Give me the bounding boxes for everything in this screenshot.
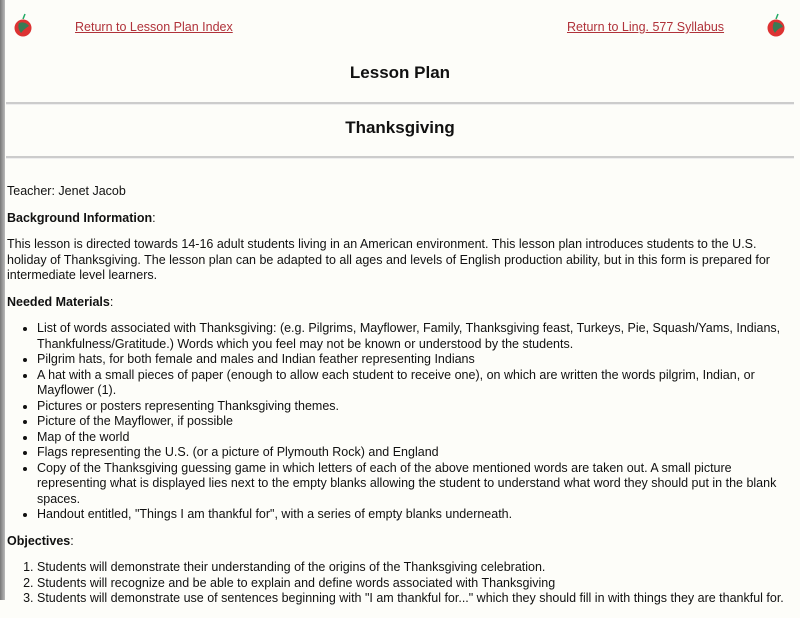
colon: :: [152, 210, 156, 225]
teacher-line: Teacher: Jenet Jacob: [7, 184, 126, 198]
return-to-syllabus-link[interactable]: Return to Ling. 577 Syllabus: [567, 20, 725, 34]
materials-list: [7, 321, 792, 523]
list-item: • Copy of the Thanksgiving guessing game in which letters of each of the above mentioned words are taken out. A small picture representing what is displayed lies next to the empty blanks allowing the student to understand what word they should put in the blank spaces.: [37, 461, 792, 508]
window-left-border: [0, 0, 5, 600]
list-item: • A hat with a small pieces of paper (enough to allow each student to receive one), on which are written the words pilgrim, Indian, or Mayflower (1).: [37, 368, 792, 399]
list-item: • List of words associated with Thanksgiving: (e.g. Pilgrims, Mayflower, Family, Thanksgiving feast, Turkeys, Pie, Squash/Yams, Indians, Thankfulness/Gratitude.) Words which you feel may not be known or understood by the students.: [37, 321, 792, 352]
materials-heading: Needed Materials: [7, 294, 110, 309]
objectives-heading: Objectives: [7, 533, 71, 548]
background-text: This lesson is directed towards 14-16 adult students living in an American environment. This lesson plan introduces students to the U.S. holiday of Thanksgiving. The lesson plan can be adapted to all ages and levels of English production ability, but in this form is prepared for intermediate level learners.: [7, 237, 770, 282]
list-item: • Pictures or posters representing Thanksgiving themes.: [37, 399, 792, 415]
return-to-lesson-plan-index-link[interactable]: Return to Lesson Plan Index: [75, 20, 233, 34]
list-item: • Pilgrim hats, for both female and males and Indian feather representing Indians: [37, 352, 792, 368]
apple-icon: [13, 13, 33, 37]
apple-icon: [766, 13, 786, 37]
background-heading: Background Information: [7, 210, 153, 225]
lesson-title: Thanksgiving: [345, 118, 455, 137]
list-item: • Map of the world: [37, 430, 792, 446]
lesson-content: [7, 184, 792, 618]
divider: [6, 156, 794, 159]
page-title: Lesson Plan: [349, 63, 451, 82]
divider: [6, 102, 794, 105]
list-item: 3. Students will demonstrate use of sentences beginning with "I am thankful for..." which they should fill in with things they are thankful for.: [37, 591, 792, 607]
list-item: 2. Students will recognize and be able to explain and define words associated with Thanksgiving: [37, 576, 792, 592]
list-item: • Handout entitled, "Things I am thankful for", with a series of empty blanks underneath.: [37, 507, 792, 523]
list-item: • Flags representing the U.S. (or a picture of Plymouth Rock) and England: [37, 445, 792, 461]
colon: :: [70, 533, 74, 548]
list-item: 1. Students will demonstrate their understanding of the origins of the Thanksgiving celebration.: [37, 560, 792, 576]
colon: :: [109, 294, 114, 309]
list-item: • Picture of the Mayflower, if possible: [37, 414, 792, 430]
